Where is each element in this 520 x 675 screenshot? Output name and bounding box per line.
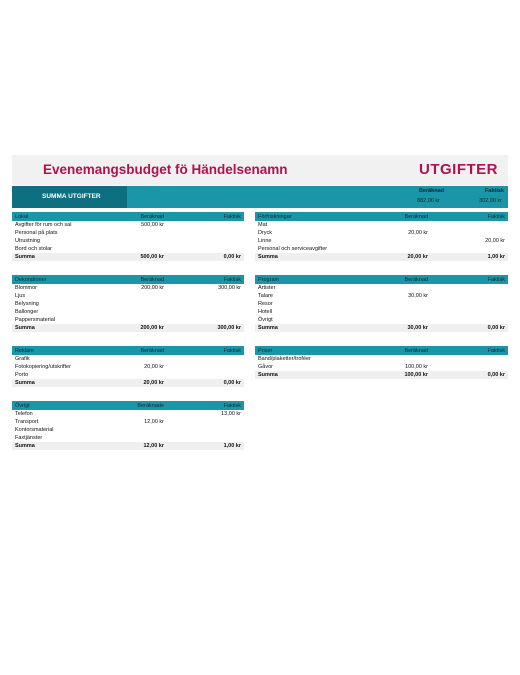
- right-column: [255, 212, 508, 393]
- row-label: Utrustning: [15, 238, 41, 244]
- table-name: Lokal: [15, 213, 29, 220]
- header-actual: Faktisk: [487, 347, 505, 354]
- row-actual[interactable]: 300,00 kr: [218, 285, 241, 291]
- row-label: Resor: [258, 301, 273, 307]
- row-label: Blommor: [15, 285, 38, 291]
- row-label: Artister: [258, 285, 276, 291]
- table-name: Program: [258, 276, 280, 283]
- sum-actual: 0,00 kr: [223, 380, 241, 386]
- header-actual: Faktisk: [223, 402, 241, 409]
- table-name: Övrigt: [15, 402, 30, 409]
- budget-page: [12, 155, 508, 449]
- table-row: [12, 363, 244, 371]
- budget-table: [255, 212, 508, 261]
- sum-row: [255, 324, 508, 332]
- row-label: Ljus: [15, 293, 26, 299]
- sum-label: Summa: [15, 380, 35, 386]
- row-label: Bord och stolar: [15, 246, 52, 252]
- summary-est-value[interactable]: 882,00 kr: [417, 198, 440, 204]
- row-estimated[interactable]: 20,00 kr: [144, 364, 164, 370]
- header-actual: Faktisk: [223, 276, 241, 283]
- header-actual: Faktisk: [487, 213, 505, 220]
- summary-act-value[interactable]: 302,00 kr: [479, 198, 502, 204]
- table-row: [12, 418, 244, 426]
- sum-estimated: 200,00 kr: [140, 325, 164, 331]
- row-label: Personal och serviceavgifter: [258, 246, 328, 252]
- row-estimated[interactable]: 20,00 kr: [408, 230, 428, 236]
- row-label: Ballonger: [15, 309, 39, 315]
- table-row: [255, 229, 508, 237]
- table-row: [255, 316, 508, 324]
- table-header: [12, 346, 244, 355]
- sum-actual: 0,00 kr: [487, 325, 505, 331]
- table-row: [12, 221, 244, 229]
- sum-estimated: 20,00 kr: [407, 254, 428, 260]
- sum-label: Summa: [258, 325, 278, 331]
- row-label: Linne: [258, 238, 272, 244]
- row-label: Faxtjänster: [15, 435, 43, 441]
- header-estimated: Beräknad: [140, 347, 164, 354]
- sum-estimated: 12,00 kr: [143, 443, 164, 449]
- table-row: [12, 237, 244, 245]
- title-bar: [12, 155, 508, 185]
- table-row: [12, 426, 244, 434]
- table-row: [255, 221, 508, 229]
- table-row: [12, 316, 244, 324]
- header-estimated: Beräknad: [404, 347, 428, 354]
- table-row: [12, 371, 244, 379]
- row-actual[interactable]: 20,00 kr: [485, 238, 505, 244]
- row-label: Personal på plats: [15, 230, 58, 236]
- table-row: [12, 434, 244, 442]
- row-label: Belysning: [15, 301, 39, 307]
- sum-label: Summa: [258, 254, 278, 260]
- row-label: Talare: [258, 293, 273, 299]
- row-label: Band/plaketter/troféer: [258, 356, 311, 362]
- row-label: Pappersmaterial: [15, 317, 56, 323]
- table-row: [255, 308, 508, 316]
- table-name: Reklam: [15, 347, 34, 354]
- sum-actual: 1,00 kr: [487, 254, 505, 260]
- table-header: [255, 212, 508, 221]
- budget-table: [255, 275, 508, 332]
- row-label: Övrigt: [258, 317, 273, 323]
- table-header: [255, 346, 508, 355]
- row-estimated[interactable]: 500,00 kr: [141, 222, 164, 228]
- sum-actual: 0,00 kr: [223, 254, 241, 260]
- sum-label: Summa: [15, 325, 35, 331]
- table-row: [12, 355, 244, 363]
- table-row: [255, 300, 508, 308]
- row-estimated[interactable]: 200,00 kr: [141, 285, 164, 291]
- sum-row: [12, 324, 244, 332]
- sum-estimated: 500,00 kr: [140, 254, 164, 260]
- table-row: [12, 245, 244, 253]
- table-name: Dekorationer: [15, 276, 47, 283]
- budget-table: [12, 401, 244, 450]
- table-row: [255, 284, 508, 292]
- section-title: UTGIFTER: [419, 161, 498, 178]
- row-label: Gåvor: [258, 364, 273, 370]
- sum-actual: 1,00 kr: [223, 443, 241, 449]
- row-estimated[interactable]: 12,00 kr: [144, 419, 164, 425]
- sum-actual: 0,00 kr: [487, 372, 505, 378]
- page-title: Evenemangsbudget fö Händelsenamn: [43, 162, 288, 177]
- row-label: Grafik: [15, 356, 30, 362]
- row-label: Kontorsmaterial: [15, 427, 54, 433]
- header-estimated: Beräknad: [140, 276, 164, 283]
- budget-table: [12, 212, 244, 261]
- budget-table: [12, 346, 244, 387]
- table-row: [12, 292, 244, 300]
- table-row: [255, 355, 508, 363]
- row-label: Dryck: [258, 230, 273, 236]
- table-row: [12, 308, 244, 316]
- table-header: [12, 212, 244, 221]
- sum-row: [12, 442, 244, 450]
- sum-estimated: 20,00 kr: [143, 380, 164, 386]
- sum-estimated: 30,00 kr: [407, 325, 428, 331]
- table-row: [255, 292, 508, 300]
- header-actual: Faktisk: [487, 276, 505, 283]
- table-row: [12, 410, 244, 418]
- table-header: [255, 275, 508, 284]
- header-estimated: Beräknad: [404, 276, 428, 283]
- table-row: [255, 363, 508, 371]
- sum-actual: 300,00 kr: [217, 325, 241, 331]
- sum-row: [255, 371, 508, 379]
- sum-label: Summa: [15, 254, 35, 260]
- table-header: [12, 401, 244, 410]
- header-actual: Faktisk: [223, 213, 241, 220]
- table-row: [12, 300, 244, 308]
- table-row: [12, 229, 244, 237]
- header-estimated: Beräknade: [137, 402, 164, 409]
- table-name: Priser: [258, 347, 273, 354]
- row-estimated[interactable]: 100,00 kr: [405, 364, 428, 370]
- header-estimated: Beräknad: [404, 213, 428, 220]
- row-label: Fotokopiering/utskrifter: [15, 364, 71, 370]
- row-label: Telefon: [15, 411, 33, 417]
- row-estimated[interactable]: 30,00 kr: [408, 293, 428, 299]
- budget-table: [12, 275, 244, 332]
- header-actual: Faktisk: [223, 347, 241, 354]
- table-row: [255, 245, 508, 253]
- row-label: Avgifter för rum och sal: [15, 222, 72, 228]
- table-name: Förfriskningar: [258, 213, 292, 220]
- sum-label: Summa: [258, 372, 278, 378]
- summary-label: SUMMA UTGIFTER: [12, 186, 127, 208]
- sum-row: [12, 379, 244, 387]
- row-label: Transport: [15, 419, 39, 425]
- budget-table: [255, 346, 508, 379]
- summary-bar: [12, 186, 508, 208]
- table-row: [12, 284, 244, 292]
- summary-act-header: Faktisk: [485, 188, 504, 194]
- row-label: Hotell: [258, 309, 273, 315]
- table-header: [12, 275, 244, 284]
- sum-label: Summa: [15, 443, 35, 449]
- row-actual[interactable]: 13,00 kr: [221, 411, 241, 417]
- sum-row: [12, 253, 244, 261]
- header-estimated: Beräknad: [140, 213, 164, 220]
- sum-estimated: 100,00 kr: [404, 372, 428, 378]
- sum-row: [255, 253, 508, 261]
- left-column: [12, 212, 244, 464]
- row-label: Porto: [15, 372, 29, 378]
- summary-est-header: Beräknad: [418, 188, 444, 194]
- row-label: Mat: [258, 222, 268, 228]
- table-row: [255, 237, 508, 245]
